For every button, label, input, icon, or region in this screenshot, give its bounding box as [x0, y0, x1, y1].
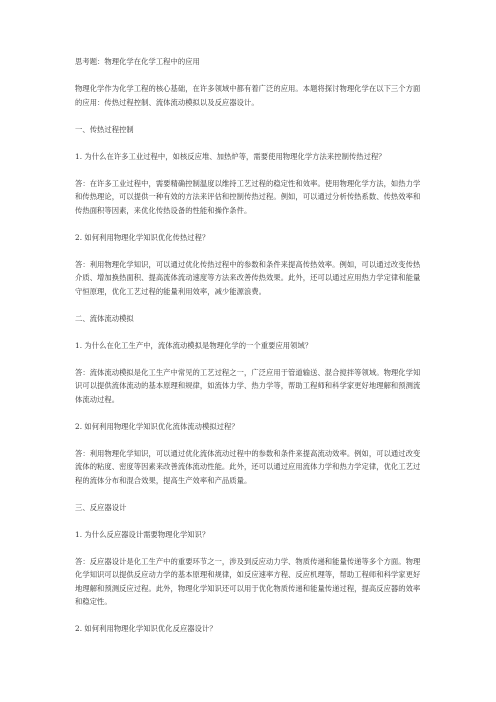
answer-1-2: 答：利用物理化学知识，可以通过优化传热过程中的参数和条件来提高传热效率。例如，可以通过改变传热介质、增加换热面积、提高流体流动速度等方法来改善传热效果。此外，还可以通过应用热力学定律和能量守恒原理，优化工艺过程的能量利用效率，减少能源浪费。 — [75, 259, 421, 296]
section-heading-reactor-design: 三、反应器设计 — [75, 502, 127, 512]
answer-1-1: 答：在许多工业过程中，需要精确控制温度以维持工艺过程的稳定性和效率。使用物理化学方法，如热力学和传热理论，可以提供一种有效的方法来评估和控制传热过程。例如，可以通过分析传热系数、传热效率和传热面积等因素，来优化传热设备的性能和操作条件。 — [75, 178, 421, 215]
question-2-2: 2. 如何利用物理化学知识优化流体流动模拟过程？ — [75, 421, 239, 431]
answer-2-1: 答：流体流动模拟是化工生产中常见的工艺过程之一，广泛应用于管道输送、混合搅拌等领域。物理化学知识可以提供流体流动的基本原理和规律，如流体力学、热力学等，帮助工程师和科学家更好地理解和预测流体流动过程。 — [75, 367, 421, 404]
question-2-1: 1. 为什么在化工生产中，流体流动模拟是物理化学的一个重要应用领域？ — [75, 340, 313, 350]
section-heading-heat-transfer: 一、传热过程控制 — [75, 124, 134, 134]
question-1-1: 1. 为什么在许多工业过程中，如核反应堆、加热炉等，需要使用物理化学方法来控制传热过程？ — [75, 151, 386, 161]
question-3-2: 2. 如何利用物理化学知识优化反应器设计？ — [75, 624, 217, 633]
section-heading-fluid-flow: 二、流体流动模拟 — [75, 313, 134, 323]
document-body — [75, 55, 425, 649]
question-1-2: 2. 如何利用物理化学知识优化传热过程？ — [75, 232, 210, 242]
intro-paragraph: 物理化学作为化学工程的核心基础，在许多领域中都有着广泛的应用。本题将探讨物理化学在以下三个方面的应用：传热过程控制、流体流动模拟以及反应器设计。 — [75, 84, 421, 107]
document-title: 思考题：物理化学在化学工程中的应用 — [75, 57, 200, 66]
answer-2-2: 答：利用物理化学知识，可以通过优化流体流动过程中的参数和条件来提高流动效率。例如，可以通过改变流体的粘度、密度等因素来改善流体流动性能。此外，还可以通过应用流体力学和热力学定律，优化工艺过程的流体分布和混合效果，提高生产效率和产品质量。 — [75, 448, 421, 485]
question-3-1: 1. 为什么反应器设计需要物理化学知识？ — [75, 529, 210, 539]
answer-3-1: 答：反应器设计是化工生产中的重要环节之一，涉及到反应动力学、物质传递和能量传递等多个方面。物理化学知识可以提供反应动力学的基本原理和规律，如反应速率方程、反应机理等，帮助工程师和科学家更好地理解和预测反应过程。此外，物理化学知识还可以用于优化物质传递和能量传递过程，提高反应器的效率和稳定性。 — [75, 556, 421, 606]
